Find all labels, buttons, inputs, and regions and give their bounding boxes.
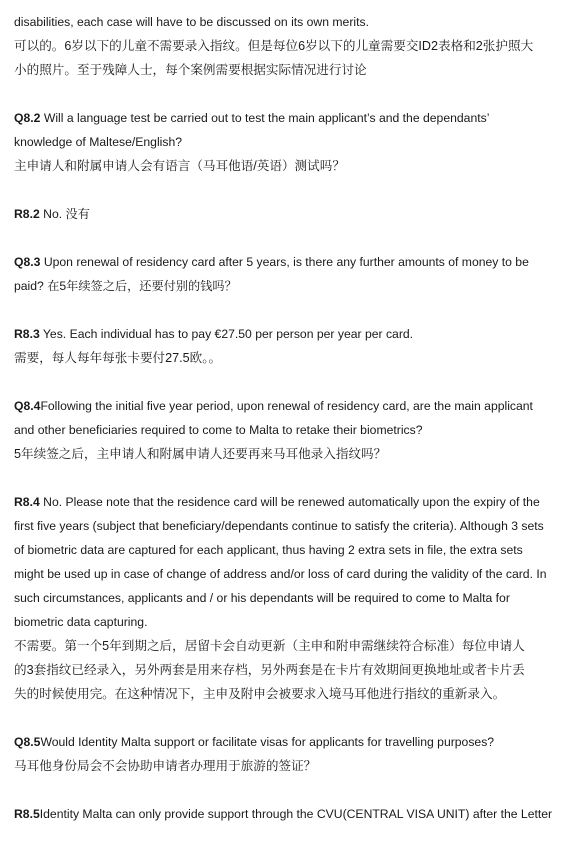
question-first-line (14, 110, 489, 126)
text-line: such circumstances, applicants and / or his dependants will be required to come to Malta for (14, 591, 510, 605)
answer-first-line (14, 206, 90, 222)
question-first-line (14, 734, 494, 750)
question-text: Following the initial five year period, upon renewal of residency card, are the main applicant (40, 399, 533, 413)
text-line: 5年续签之后，主申请人和附属申请人还要再来马耳他录入指纹吗？ (14, 447, 387, 461)
answer-label: R8.2 (14, 207, 40, 221)
question-label: Q8.5 (14, 735, 41, 749)
answer-first-line (14, 806, 552, 822)
text-line: 马耳他身份局会不会协助申请者办理用于旅游的签证？ (14, 759, 317, 773)
answer-first-line (14, 326, 413, 342)
answer-first-line (14, 494, 540, 510)
question-text: Would Identity Malta support or facilitate visas for applicants for travelling purposes? (40, 735, 495, 749)
answer-text: Yes. Each individual has to pay €27.50 per person per year per card. (39, 327, 414, 341)
text-line: 主申请人和附属申请人会有语言（马耳他语/英语）测试吗？ (14, 159, 345, 173)
text-line: 不需要。第一个5年到期之后，居留卡会自动更新（主申和附申需继续符合标准）每位申请人 (14, 639, 525, 653)
text-line: knowledge of Maltese/English? (14, 135, 183, 149)
text-line: disabilities, each case will have to be discussed on its own merits. (14, 15, 369, 29)
answer-label: R8.5 (14, 807, 40, 821)
text-line: 可以的。6岁以下的儿童不需要录入指纹。但是每位6岁以下的儿童需要交ID2表格和2张护照大 (14, 39, 534, 53)
text-line: 小的照片。至于残障人士，每个案例需要根据实际情况进行讨论 (14, 63, 367, 77)
text-line: might be used up in case of change of address and/or loss of card during the validity of the card. In (14, 567, 547, 581)
question-label: Q8.3 (14, 255, 41, 269)
question-label: Q8.2 (14, 111, 41, 125)
question-text: Upon renewal of residency card after 5 years, is there any further amounts of money to be (40, 255, 529, 269)
text-line: biometric data capturing. (14, 615, 148, 629)
answer-text: No. 没有 (39, 207, 90, 221)
answer-label: R8.4 (14, 495, 40, 509)
text-line: first five years (subject that beneficiary/dependants continue to satisfy the criteria). Although 3 sets (14, 519, 544, 533)
answer-text: No. Please note that the residence card will be renewed automatically upon the expiry of the (39, 495, 540, 509)
question-label: Q8.4 (14, 399, 41, 413)
text-line: of biometric data are captured for each applicant, thus having 2 extra sets in file, the extra sets (14, 543, 523, 557)
text-line: and other beneficiaries required to come to Malta to retake their biometrics? (14, 423, 423, 437)
text-line: 失的时候使用完。在这种情况下，主申及附申会被要求入境马耳他进行指纹的重新录入。 (14, 687, 506, 701)
question-first-line (14, 254, 529, 270)
answer-label: R8.3 (14, 327, 40, 341)
text-line: 的3套指纹已经录入，另外两套是用来存档，另外两套是在卡片有效期间更换地址或者卡片丢 (14, 663, 525, 677)
text-line: 需要，每人每年每张卡要付27.5欧。。 (14, 351, 222, 365)
answer-text: Identity Malta can only provide support through the CVU(CENTRAL VISA UNIT) after the Letter (39, 807, 553, 821)
text-line: paid? 在5年续签之后，还要付别的钱吗？ (14, 279, 237, 293)
question-first-line (14, 398, 533, 414)
question-text: Will a language test be carried out to test the main applicant’s and the dependants’ (40, 111, 490, 125)
